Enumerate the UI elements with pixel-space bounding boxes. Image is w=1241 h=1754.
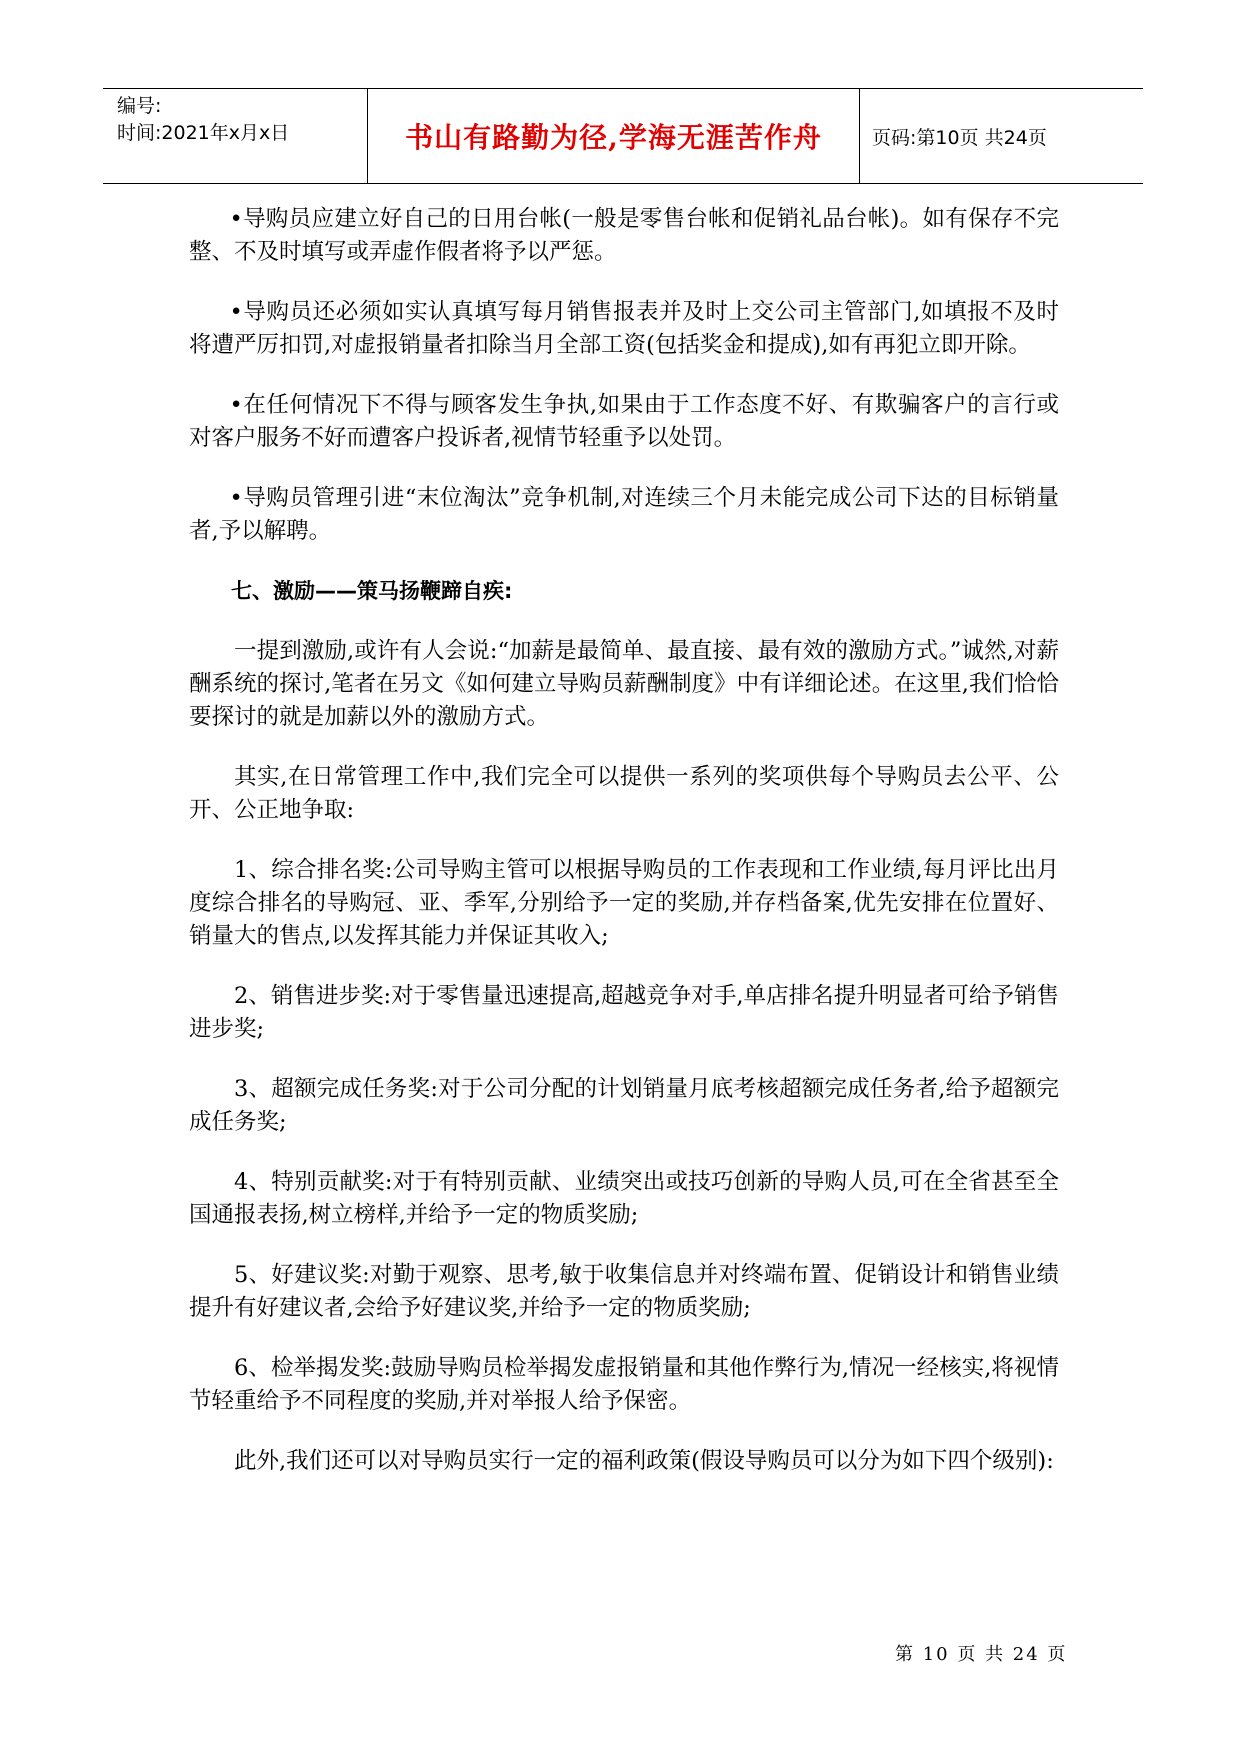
header-meta	[103, 89, 368, 183]
document-body	[189, 203, 1059, 1505]
section-heading: 七、激励——策马扬鞭蹄自疾:	[231, 579, 513, 603]
list-item: 1、综合排名奖:公司导购主管可以根据导购员的工作表现和工作业绩,每月评比出月度综合排名的导购冠、亚、季军,分别给予一定的奖励,并存档备案,优先安排在位置好、销量大的售点,以发挥其能力并保证其收入;	[189, 857, 1059, 949]
paragraph: 其实,在日常管理工作中,我们完全可以提供一系列的奖项供每个导购员去公平、公开、公正地争取:	[189, 764, 1059, 823]
paragraph: 一提到激励,或许有人会说:“加薪是最简单、最直接、最有效的激励方式。”诚然,对薪酬系统的探讨,笔者在另文《如何建立导购员薪酬制度》中有详细论述。在这里,我们恰恰要探讨的就是加薪以外的激励方式。	[189, 638, 1059, 730]
page-header	[103, 88, 1143, 184]
list-item: 5、好建议奖:对勤于观察、思考,敏于收集信息并对终端布置、促销设计和销售业绩提升有好建议者,会给予好建议奖,并给予一定的物质奖励;	[189, 1262, 1059, 1321]
header-slogan: 书山有路勤为径,学海无涯苦作舟	[368, 89, 860, 183]
list-item: 2、销售进步奖:对于零售量迅速提高,超越竞争对手,单店排名提升明显者可给予销售进步奖;	[189, 983, 1059, 1042]
page-footer-number: 第 10 页 共 24 页	[895, 1644, 1068, 1665]
paragraph: •导购员还必须如实认真填写每月销售报表并及时上交公司主管部门,如填报不及时将遭严厉扣罚,对虚报销量者扣除当月全部工资(包括奖金和提成),如有再犯立即开除。	[189, 299, 1059, 358]
document-number-label: 编号:	[117, 95, 162, 117]
list-item: 4、特别贡献奖:对于有特别贡献、业绩突出或技巧创新的导购人员,可在全省甚至全国通报表扬,树立榜样,并给予一定的物质奖励;	[189, 1169, 1059, 1228]
paragraph: 此外,我们还可以对导购员实行一定的福利政策(假设导购员可以分为如下四个级别):	[234, 1448, 1054, 1474]
paragraph: •导购员应建立好自己的日用台帐(一般是零售台帐和促销礼品台帐)。如有保存不完整、不及时填写或弄虚作假者将予以严惩。	[189, 206, 1059, 265]
list-item: 6、检举揭发奖:鼓励导购员检举揭发虚报销量和其他作弊行为,情况一经核实,将视情节轻重给予不同程度的奖励,并对举报人给予保密。	[189, 1355, 1059, 1414]
header-page-label: 页码:第10页 共24页	[872, 126, 1047, 149]
list-item: 3、超额完成任务奖:对于公司分配的计划销量月底考核超额完成任务者,给予超额完成任务奖;	[189, 1076, 1059, 1135]
paragraph: •在任何情况下不得与顾客发生争执,如果由于工作态度不好、有欺骗客户的言行或对客户服务不好而遭客户投诉者,视情节轻重予以处罚。	[189, 392, 1059, 451]
paragraph: •导购员管理引进“末位淘汰”竞争机制,对连续三个月未能完成公司下达的目标销量者,予以解聘。	[189, 485, 1059, 544]
document-time-label: 时间:2021年x月x日	[117, 122, 290, 144]
